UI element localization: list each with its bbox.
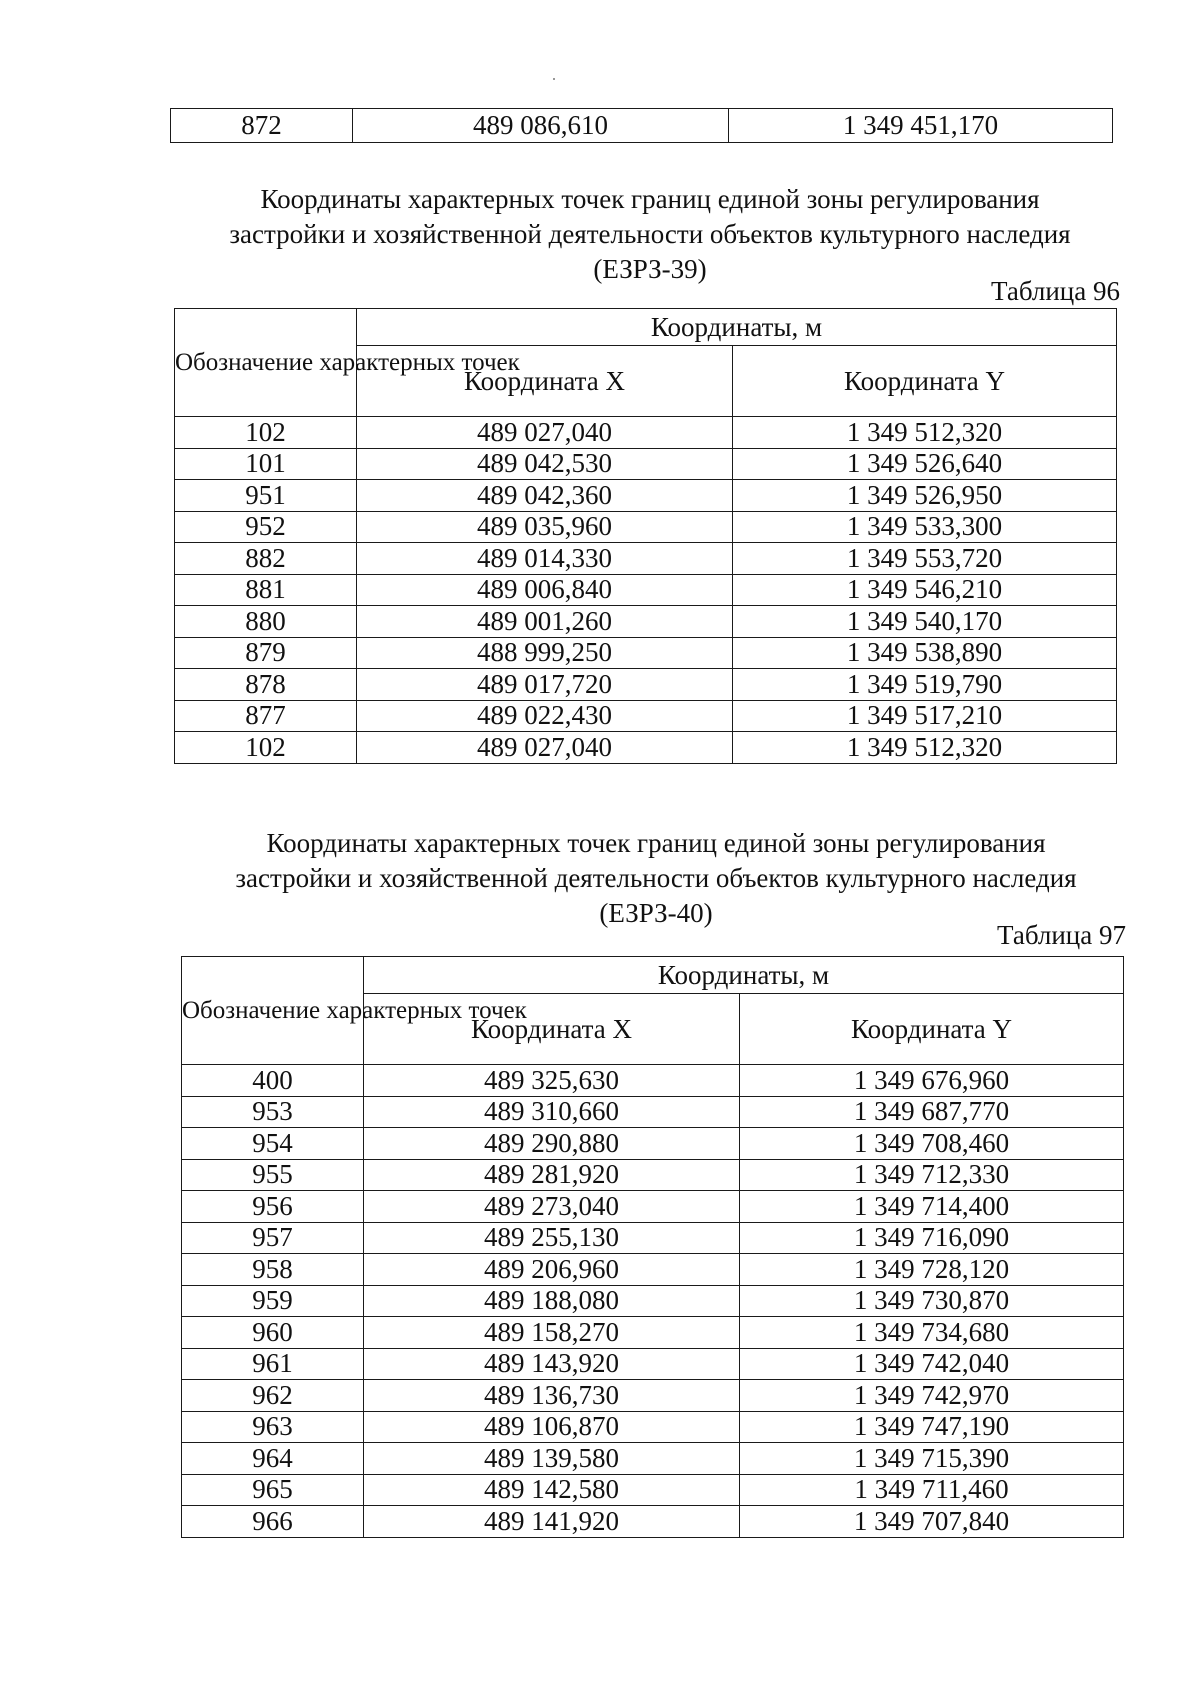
y-cell: 1 349 708,460 [740, 1128, 1124, 1160]
point-cell: 877 [175, 700, 357, 732]
x-cell: 489 027,040 [357, 417, 733, 449]
point-cell: 102 [175, 732, 357, 764]
table-row [175, 574, 1117, 606]
table-row [182, 1411, 1124, 1443]
coordinates-group-header: Координаты, м [364, 957, 1124, 994]
table-number-label: Таблица 96 [991, 276, 1120, 306]
x-cell: 489 325,630 [364, 1065, 740, 1097]
table-row [175, 700, 1117, 732]
point-cell: 961 [182, 1348, 364, 1380]
point-cell: 959 [182, 1285, 364, 1317]
table-row [175, 606, 1117, 638]
x-cell: 489 042,530 [357, 448, 733, 480]
x-cell: 489 042,360 [357, 480, 733, 512]
section-title-line: (ЕЗРЗ-39) [593, 254, 707, 284]
table-row [175, 417, 1117, 449]
point-cell: 881 [175, 574, 357, 606]
x-cell: 489 281,920 [364, 1159, 740, 1191]
point-cell: 965 [182, 1474, 364, 1506]
x-cell: 489 290,880 [364, 1128, 740, 1160]
table-row [182, 1222, 1124, 1254]
point-cell: 953 [182, 1096, 364, 1128]
table-row [175, 543, 1117, 575]
y-cell: 1 349 526,950 [733, 480, 1117, 512]
point-cell: 878 [175, 669, 357, 701]
point-cell: 101 [175, 448, 357, 480]
y-cell: 1 349 538,890 [733, 637, 1117, 669]
point-cell: 956 [182, 1191, 364, 1223]
table-row [182, 1380, 1124, 1412]
y-cell: 1 349 712,330 [740, 1159, 1124, 1191]
point-cell: 872 [171, 109, 353, 143]
table-row [182, 1506, 1124, 1538]
y-cell: 1 349 676,960 [740, 1065, 1124, 1097]
table-row [182, 1254, 1124, 1286]
y-cell: 1 349 540,170 [733, 606, 1117, 638]
y-cell: 1 349 747,190 [740, 1411, 1124, 1443]
x-cell: 489 188,080 [364, 1285, 740, 1317]
y-cell: 1 349 546,210 [733, 574, 1117, 606]
table-row [171, 109, 1113, 143]
x-cell: 489 022,430 [357, 700, 733, 732]
y-cell: 1 349 742,040 [740, 1348, 1124, 1380]
y-cell: 1 349 715,390 [740, 1443, 1124, 1475]
point-cell: 879 [175, 637, 357, 669]
point-cell: 960 [182, 1317, 364, 1349]
point-cell: 882 [175, 543, 357, 575]
x-cell: 489 142,580 [364, 1474, 740, 1506]
point-column-header: Обозначение характерных точек [182, 957, 364, 1065]
table-body [182, 1065, 1124, 1538]
point-cell: 400 [182, 1065, 364, 1097]
section-title [140, 182, 1160, 287]
y-cell: 1 349 553,720 [733, 543, 1117, 575]
y-cell: 1 349 533,300 [733, 511, 1117, 543]
coordinates-table [174, 308, 1117, 764]
x-cell: 489 106,870 [364, 1411, 740, 1443]
x-cell: 488 999,250 [357, 637, 733, 669]
y-cell: 1 349 714,400 [740, 1191, 1124, 1223]
table-row [182, 1474, 1124, 1506]
scan-speck [553, 78, 555, 80]
section-title [146, 826, 1166, 931]
table-row [182, 1096, 1124, 1128]
y-cell: 1 349 451,170 [729, 109, 1113, 143]
table-row [182, 1348, 1124, 1380]
y-cell: 1 349 512,320 [733, 732, 1117, 764]
table-row [182, 1128, 1124, 1160]
point-cell: 963 [182, 1411, 364, 1443]
y-cell: 1 349 512,320 [733, 417, 1117, 449]
table-row [182, 1285, 1124, 1317]
point-cell: 955 [182, 1159, 364, 1191]
y-column-header: Координата Y [733, 346, 1117, 417]
y-cell: 1 349 728,120 [740, 1254, 1124, 1286]
section-title-line: Координаты характерных точек границ единой зоны регулирования [260, 184, 1040, 214]
x-cell: 489 158,270 [364, 1317, 740, 1349]
point-cell: 951 [175, 480, 357, 512]
point-cell: 102 [175, 417, 357, 449]
y-cell: 1 349 716,090 [740, 1222, 1124, 1254]
x-cell: 489 006,840 [357, 574, 733, 606]
x-cell: 489 035,960 [357, 511, 733, 543]
y-cell: 1 349 526,640 [733, 448, 1117, 480]
table-row [175, 448, 1117, 480]
table-row [175, 637, 1117, 669]
section-title-line: застройки и хозяйственной деятельности объектов культурного наследия [229, 219, 1071, 249]
table-row [175, 732, 1117, 764]
x-cell: 489 143,920 [364, 1348, 740, 1380]
y-cell: 1 349 730,870 [740, 1285, 1124, 1317]
x-cell: 489 139,580 [364, 1443, 740, 1475]
table-row [182, 1317, 1124, 1349]
table-row [175, 669, 1117, 701]
x-cell: 489 027,040 [357, 732, 733, 764]
x-cell: 489 273,040 [364, 1191, 740, 1223]
y-cell: 1 349 687,770 [740, 1096, 1124, 1128]
x-cell: 489 136,730 [364, 1380, 740, 1412]
x-column-header: Координата X [364, 994, 740, 1065]
point-cell: 962 [182, 1380, 364, 1412]
x-cell: 489 206,960 [364, 1254, 740, 1286]
section-title-line: (ЕЗРЗ-40) [599, 898, 713, 928]
continuation-table [170, 108, 1113, 143]
section-title-line: застройки и хозяйственной деятельности объектов культурного наследия [235, 863, 1077, 893]
y-cell: 1 349 517,210 [733, 700, 1117, 732]
table-body [175, 417, 1117, 764]
x-cell: 489 310,660 [364, 1096, 740, 1128]
table-number-label: Таблица 97 [997, 920, 1126, 950]
table-row [182, 1065, 1124, 1097]
x-cell: 489 255,130 [364, 1222, 740, 1254]
point-cell: 964 [182, 1443, 364, 1475]
x-cell: 489 086,610 [353, 109, 729, 143]
y-cell: 1 349 742,970 [740, 1380, 1124, 1412]
table-row [175, 511, 1117, 543]
point-cell: 966 [182, 1506, 364, 1538]
y-column-header: Координата Y [740, 994, 1124, 1065]
x-cell: 489 001,260 [357, 606, 733, 638]
x-cell: 489 141,920 [364, 1506, 740, 1538]
table-row [182, 1443, 1124, 1475]
section-title-line: Координаты характерных точек границ единой зоны регулирования [266, 828, 1046, 858]
x-column-header: Координата X [357, 346, 733, 417]
coordinates-table [181, 956, 1124, 1538]
coordinates-group-header: Координаты, м [357, 309, 1117, 346]
point-cell: 880 [175, 606, 357, 638]
y-cell: 1 349 711,460 [740, 1474, 1124, 1506]
point-cell: 957 [182, 1222, 364, 1254]
x-cell: 489 014,330 [357, 543, 733, 575]
table-row [182, 1159, 1124, 1191]
table-row [182, 1191, 1124, 1223]
table-row [175, 480, 1117, 512]
point-cell: 958 [182, 1254, 364, 1286]
point-cell: 952 [175, 511, 357, 543]
point-column-header: Обозначение характерных точек [175, 309, 357, 417]
y-cell: 1 349 734,680 [740, 1317, 1124, 1349]
x-cell: 489 017,720 [357, 669, 733, 701]
point-cell: 954 [182, 1128, 364, 1160]
y-cell: 1 349 707,840 [740, 1506, 1124, 1538]
y-cell: 1 349 519,790 [733, 669, 1117, 701]
